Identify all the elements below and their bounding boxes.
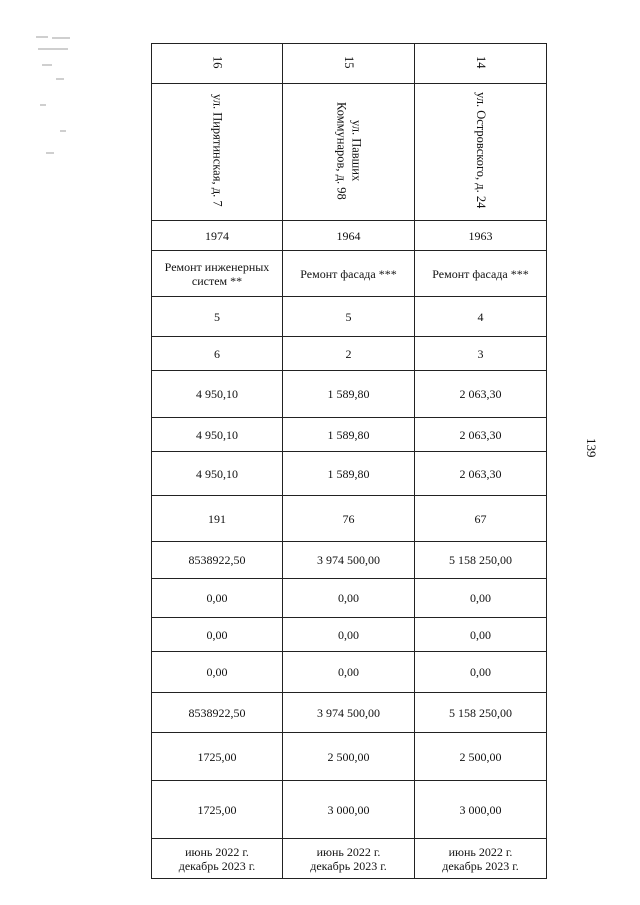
cell-period <box>283 839 415 879</box>
cell-area-residential: 2 063,30 <box>415 418 547 452</box>
period-end: декабрь 2023 г. <box>442 858 519 873</box>
cell-cost-total: 8538922,50 <box>152 542 283 579</box>
period-end: декабрь 2023 г. <box>310 858 387 873</box>
cell-fund-municipal: 0,00 <box>283 652 415 693</box>
cell-cost-total: 3 974 500,00 <box>283 542 415 579</box>
row-period <box>152 839 547 879</box>
cell-unit-cost: 2 500,00 <box>283 733 415 781</box>
cell-number: 16 <box>152 44 283 84</box>
cell-address: ул. Павших Коммунаров, д. 98 <box>283 84 415 221</box>
row-cost-total <box>152 542 547 579</box>
cell-unit-cost: 2 500,00 <box>415 733 547 781</box>
cell-work-type: Ремонт фасада *** <box>283 251 415 297</box>
cell-area-total: 1 589,80 <box>283 371 415 418</box>
cell-residents: 67 <box>415 496 547 542</box>
cell-fund-municipal: 0,00 <box>152 652 283 693</box>
cell-floors: 5 <box>152 297 283 337</box>
cell-area-owned: 1 589,80 <box>283 452 415 496</box>
cell-number: 14 <box>415 44 547 84</box>
cell-area-total: 2 063,30 <box>415 371 547 418</box>
cell-unit-cost-limit: 3 000,00 <box>283 781 415 839</box>
cell-residents: 191 <box>152 496 283 542</box>
cell-fund-regional: 0,00 <box>152 618 283 652</box>
period-end: декабрь 2023 г. <box>178 858 256 873</box>
cell-fund-federal: 0,00 <box>152 579 283 618</box>
cell-area-residential: 4 950,10 <box>152 418 283 452</box>
cell-fund-owners: 5 158 250,00 <box>415 693 547 733</box>
row-entrances <box>152 337 547 371</box>
row-unit-cost-limit <box>152 781 547 839</box>
period-start: июнь 2022 г. <box>316 844 381 859</box>
row-residents <box>152 496 547 542</box>
cell-work-type: Ремонт фасада *** <box>415 251 547 297</box>
cell-number: 15 <box>283 44 415 84</box>
row-fund-regional <box>152 618 547 652</box>
cell-entrances: 6 <box>152 337 283 371</box>
cell-area-total: 4 950,10 <box>152 371 283 418</box>
row-number <box>152 44 547 84</box>
row-floors <box>152 297 547 337</box>
cell-residents: 76 <box>283 496 415 542</box>
row-fund-federal <box>152 579 547 618</box>
cell-fund-regional: 0,00 <box>283 618 415 652</box>
cell-fund-owners: 3 974 500,00 <box>283 693 415 733</box>
cell-fund-federal: 0,00 <box>415 579 547 618</box>
cell-fund-owners: 8538922,50 <box>152 693 283 733</box>
period-start: июнь 2022 г. <box>185 844 249 859</box>
cell-period <box>152 839 283 879</box>
page-number: 139 <box>584 438 599 458</box>
housing-repair-table <box>151 43 547 879</box>
row-area-total <box>152 371 547 418</box>
cell-period <box>415 839 547 879</box>
cell-fund-municipal: 0,00 <box>415 652 547 693</box>
row-area-residential <box>152 418 547 452</box>
row-year <box>152 221 547 251</box>
cell-unit-cost-limit: 1725,00 <box>152 781 283 839</box>
cell-work-type: Ремонт инженерных систем ** <box>152 251 283 297</box>
cell-area-residential: 1 589,80 <box>283 418 415 452</box>
cell-fund-regional: 0,00 <box>415 618 547 652</box>
cell-entrances: 2 <box>283 337 415 371</box>
cell-year: 1963 <box>415 221 547 251</box>
cell-area-owned: 2 063,30 <box>415 452 547 496</box>
cell-address: ул. Пирятинская, д. 7 <box>152 84 283 221</box>
cell-area-owned: 4 950,10 <box>152 452 283 496</box>
cell-unit-cost-limit: 3 000,00 <box>415 781 547 839</box>
scan-artifact <box>34 34 74 164</box>
cell-year: 1964 <box>283 221 415 251</box>
row-address <box>152 84 547 221</box>
cell-fund-federal: 0,00 <box>283 579 415 618</box>
cell-cost-total: 5 158 250,00 <box>415 542 547 579</box>
cell-floors: 5 <box>283 297 415 337</box>
row-fund-owners <box>152 693 547 733</box>
period-start: июнь 2022 г. <box>448 844 513 859</box>
row-fund-municipal <box>152 652 547 693</box>
cell-unit-cost: 1725,00 <box>152 733 283 781</box>
row-area-owned <box>152 452 547 496</box>
cell-floors: 4 <box>415 297 547 337</box>
cell-address: ул. Островского, д. 24 <box>415 84 547 221</box>
cell-entrances: 3 <box>415 337 547 371</box>
row-work-type <box>152 251 547 297</box>
row-unit-cost <box>152 733 547 781</box>
cell-year: 1974 <box>152 221 283 251</box>
